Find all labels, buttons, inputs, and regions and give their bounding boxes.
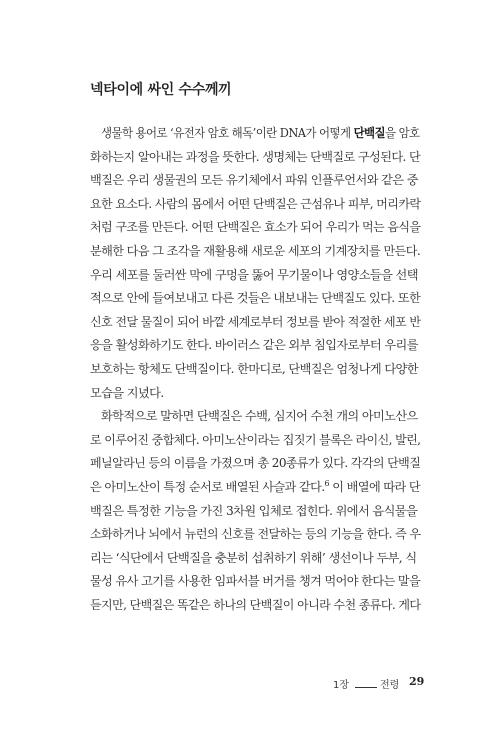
text-line-content: 백질은 특정한 기능을 가진 3차원 입체로 접힌다. 위에서 음식물을 [90,503,418,518]
chapter-label: 1장 [332,680,349,691]
emphasized-term: 단백질 [353,126,386,140]
text-line-content: 응을 활성화하기도 한다. 바이러스 같은 외부 침입자로부터 우리를 [90,338,418,353]
text-line-content: 듣지만, 단백질은 똑같은 하나의 단백질이 아니라 수천 종류다. 게다 [90,598,421,612]
footnote-marker: 6 [324,478,329,488]
text-line [101,125,420,141]
text-line [90,361,420,377]
text-line [90,219,421,235]
text-line [90,196,421,212]
footer-separator [355,687,377,688]
text-line-content: 신호 전달 물질이 되어 바깥 세계로부터 정보를 받아 적절한 세포 반 [90,314,421,329]
text-line [90,172,420,188]
text-line-content: 화학적으로 말하면 단백질은 수백, 심지어 수천 개의 아미노산으 [101,409,418,424]
text-line-content: 소화하거나 뇌에서 뉴런의 신호를 전달하는 등의 기능을 한다. 즉 우 [90,527,421,542]
text-line [90,455,421,471]
text-segment: 이 배열에 따라 단 [328,480,421,494]
running-title: 전령 [380,680,400,691]
text-line-content: 리는 ‘식단에서 단백질을 충분히 섭취하기 위해’ 생선이나 두부, 식 [90,550,417,565]
text-line-content: 처럼 구조를 만든다. 어떤 단백질은 효소가 되어 우리가 먹는 음식을 [90,220,421,235]
text-line-content: 보호하는 항체도 단백질이다. 한마디로, 단백질은 엄청나게 다양한 [90,362,418,376]
text-line-content: 분해한 다음 그 조각을 재활용해 새로운 세포의 기계장치를 만든다. [90,244,421,258]
page-footer [0,676,500,692]
text-line [90,149,419,165]
text-line-content: 로 이루어진 중합체다. 아미노산이라는 집짓기 블록은 라이신, 발린, [90,432,421,447]
text-segment: 생물학 용어로 ‘유전자 암호 해독’이란 DNA가 어떻게 [101,126,354,140]
text-line [90,385,420,401]
text-line [90,573,419,589]
page-number: 29 [409,675,425,688]
text-segment: 은 아미노산이 특정 순서로 배열된 사슬과 같다. [90,480,325,494]
text-line-content: 적으로 안에 들여보내고 다른 것들은 내보내는 단백질도 있다. 또한 [90,291,421,306]
text-line [90,479,419,495]
text-line-content: 모습을 지녔다. [90,385,164,400]
text-line [90,290,419,306]
text-line [90,526,421,542]
text-line [90,432,421,448]
text-line-content: 화하는지 알아내는 과정을 뜻한다. 생명체는 단백질로 구성된다. 단 [90,149,421,164]
text-line [90,503,420,519]
text-segment: 을 암호 [385,126,420,140]
text-line [90,597,421,613]
section-heading: 넥타이에 싸인 수수께끼 [90,82,232,98]
text-line [90,267,420,283]
text-line-content: 물성 유사 고기를 사용한 임파서블 버거를 챙겨 먹어야 한다는 말을 [90,574,421,589]
text-line-content: 우리 세포를 둘러싼 막에 구멍을 뚫어 무기물이나 영양소들을 선택 [90,267,418,282]
text-line [90,314,421,330]
text-line [90,550,420,566]
text-line [90,243,419,259]
text-line [90,337,420,353]
text-line [101,408,420,424]
text-line-content: 페닐알라닌 등의 이름을 가졌으며 총 20종류가 있다. 각각의 단백질 [90,456,421,471]
text-line-content: 요한 요소다. 사람의 몸에서 어떤 단백질은 근섬유나 피부, 머리카락 [90,196,421,211]
text-line-content: 백질은 우리 생물권의 모든 유기체에서 파워 인플루언서와 같은 중 [90,173,418,188]
